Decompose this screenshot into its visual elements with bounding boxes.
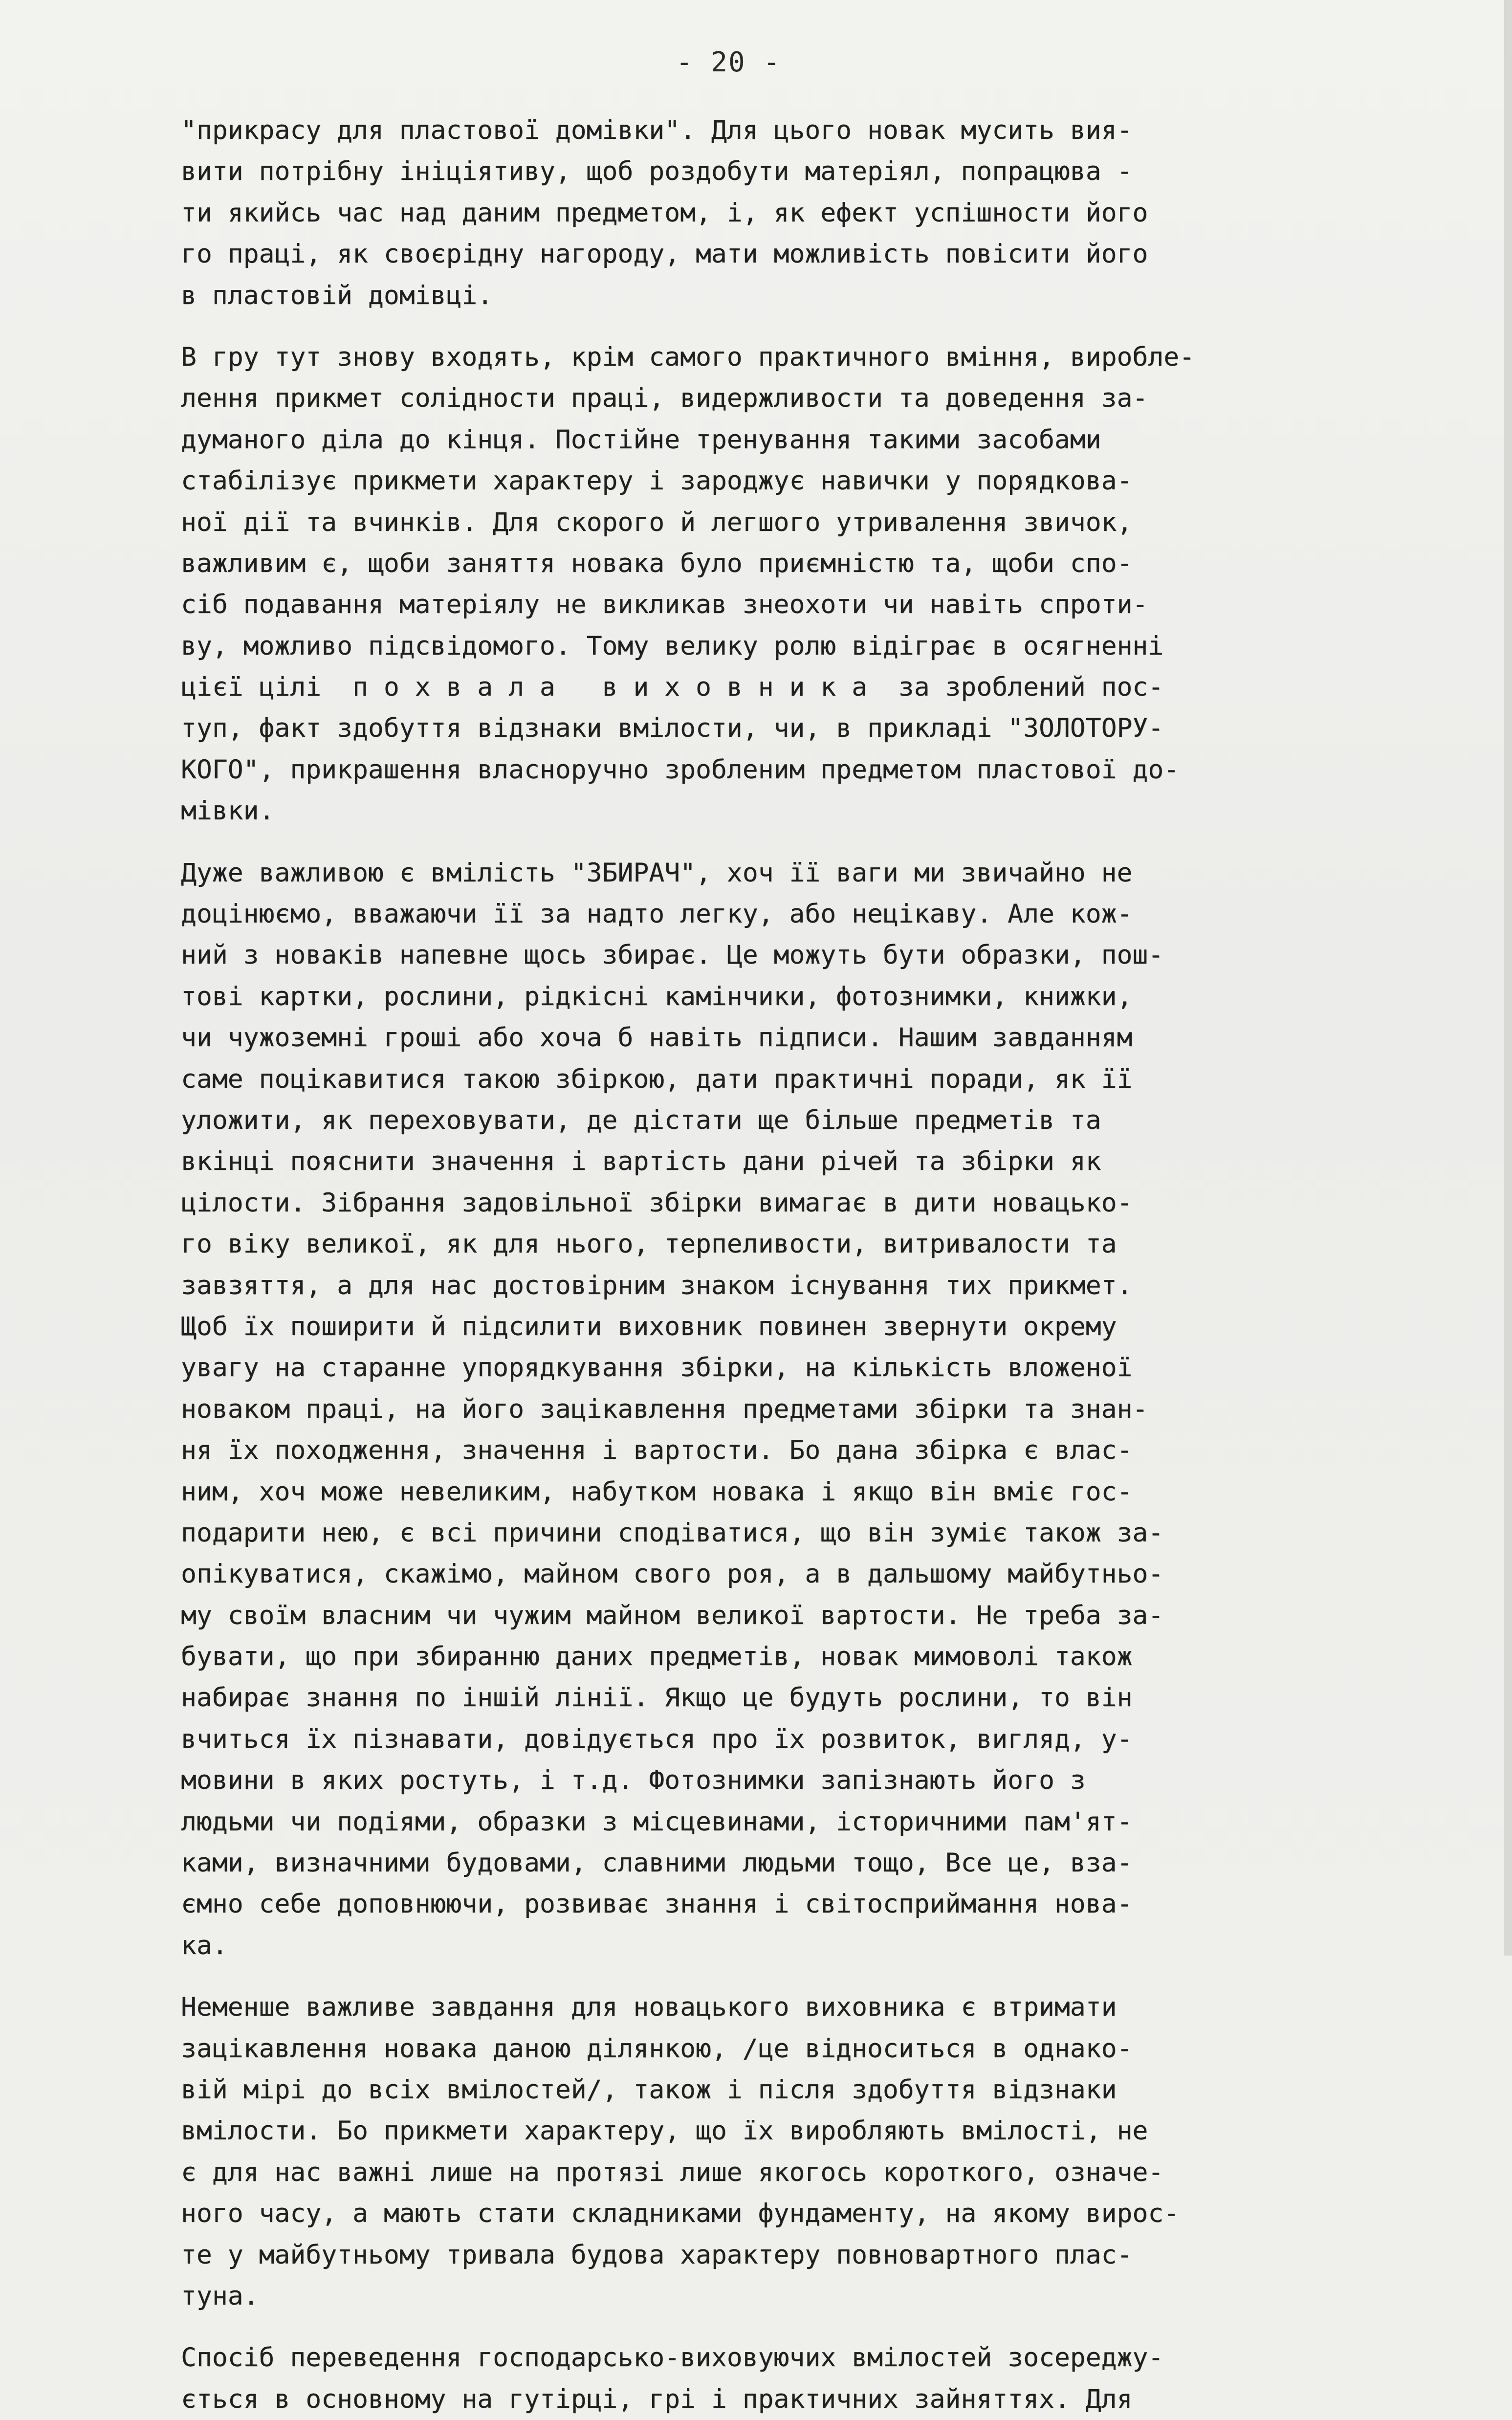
page-edge-shadow <box>1504 0 1512 1956</box>
paragraph <box>181 2337 1369 2420</box>
text-line: вити потрібну ініціятиву, щоб роздобути матеріял, попрацюва - <box>181 156 1133 187</box>
text-line: вмілости. Бо прикмети характеру, що їх виробляють вмілості, не <box>181 2116 1148 2146</box>
text-line: ка. <box>181 1930 228 1960</box>
document-body <box>181 110 1369 2420</box>
text-line: стабілізує прикмети характеру і зароджує навички у порядкова- <box>181 466 1133 496</box>
text-line: саме поцікавитися такою збіркою, дати практичні поради, як її <box>181 1064 1133 1094</box>
text-line: в пластовій домівці. <box>181 280 493 310</box>
text-line: важливим є, щоби заняття новака було приємністю та, щоби спо- <box>181 548 1133 578</box>
text-line: ву, можливо підсвідомого. Тому велику ролю відіграє в осягненні <box>181 631 1164 661</box>
text-line: сіб подавання матеріялу не викликав знеохоти чи навіть спроти- <box>181 590 1148 620</box>
paragraph-gap <box>181 832 1369 853</box>
text-line: му своїм власним чи чужим майном великої вартости. Не треба за- <box>181 1600 1164 1630</box>
text-line: те у майбутньому тривала будова характеру повновартного плас- <box>181 2240 1133 2270</box>
text-line: доцінюємо, вважаючи її за надто легку, або нецікаву. Але кож- <box>181 899 1133 929</box>
text-line: людьми чи подіями, образки з місцевинами, історичними пам'ят- <box>181 1806 1133 1837</box>
text-line: думаного діла до кінця. Постійне тренування такими засобами <box>181 424 1101 455</box>
text-line: вкінці пояснити значення і вартість дани річей та збірки як <box>181 1146 1101 1177</box>
text-line: цілости. Зібрання задовільної збірки вимагає в дити новацько- <box>181 1188 1133 1218</box>
text-line: Спосіб переведення господарсько-виховуючих вмілостей зосереджу- <box>181 2343 1164 2373</box>
text-line: ня їх походження, значення і вартости. Бо дана збірка є влас- <box>181 1435 1133 1466</box>
text-line: опікуватися, скажімо, майном свого роя, а в дальшому майбутньо- <box>181 1559 1164 1589</box>
text-line: завзяття, а для нас достовірним знаком існування тих прикмет. <box>181 1270 1133 1300</box>
text-line: "прикрасу для пластової домівки". Для цього новак мусить вия- <box>181 115 1133 145</box>
text-line: Щоб їх поширити й підсилити виховник повинен звернути окрему <box>181 1311 1117 1342</box>
text-line: ний з новаків напевне щось збирає. Це можуть бути образки, пош- <box>181 940 1164 970</box>
paragraph <box>181 853 1369 1967</box>
text-line: ного часу, а мають стати складниками фундаменту, на якому вирос- <box>181 2199 1180 2229</box>
text-line: В гру тут знову входять, крім самого практичного вміння, виробле- <box>181 342 1195 372</box>
text-line: Дуже важливою є вмілість "ЗБИРАЧ", хоч її ваги ми звичайно не <box>181 858 1133 888</box>
text-line: мівки. <box>181 796 275 826</box>
page-number: - 20 - <box>676 46 781 78</box>
text-line: лення прикмет солідности праці, видержливости та доведення за- <box>181 383 1148 414</box>
text-line: ємно себе доповнюючи, розвиває знання і світосприймання нова- <box>181 1889 1133 1919</box>
text-line: подарити нею, є всі причини сподіватися, що він зуміє також за- <box>181 1518 1164 1548</box>
text-line: уложити, як переховувати, де дістати ще більше предметів та <box>181 1105 1101 1135</box>
text-line: бувати, що при збиранню даних предметів, новак мимоволі також <box>181 1642 1133 1672</box>
text-line: цієї цілі п о х в а л а в и х о в н и к а за зроблений пос- <box>181 672 1164 703</box>
text-line: тові картки, рослини, рідкісні камінчики, фотознимки, книжки, <box>181 981 1133 1012</box>
text-line: го праці, як своєрідну нагороду, мати можливість повісити його <box>181 239 1148 269</box>
text-line: го віку великої, як для нього, терпеливости, витривалости та <box>181 1229 1117 1259</box>
text-line: ється в основному на гутірці, грі і практичних зайняттях. Для <box>181 2384 1133 2414</box>
text-line: чи чужоземні гроші або хоча б навіть підписи. Нашим завданням <box>181 1023 1133 1053</box>
text-line: туп, факт здобуття відзнаки вмілости, чи, в прикладі "ЗОЛОТОРУ- <box>181 713 1164 744</box>
text-line: ної дії та вчинків. Для скорого й легшого утривалення звичок, <box>181 507 1133 537</box>
text-line: КОГО", прикрашення власноручно зробленим предметом пластової до- <box>181 754 1180 785</box>
paragraph <box>181 337 1369 832</box>
paragraph-gap <box>181 2317 1369 2337</box>
paragraph <box>181 110 1369 316</box>
text-line: ками, визначними будовами, славними людьми тощо, Все це, вза- <box>181 1848 1133 1878</box>
paragraph <box>181 1987 1369 2317</box>
text-line: є для нас важні лише на протязі лише якогось короткого, означе- <box>181 2157 1164 2187</box>
paragraph-gap <box>181 1966 1369 1987</box>
text-line: ним, хоч може невеликим, набутком новака і якщо він вміє гос- <box>181 1476 1133 1507</box>
text-line: набирає знання по іншій лінії. Якщо це будуть рослини, то він <box>181 1683 1133 1713</box>
text-line: зацікавлення новака даною ділянкою, /це відноситься в однако- <box>181 2033 1133 2064</box>
text-line: вчиться їх пізнавати, довідується про їх розвиток, вигляд, у- <box>181 1724 1133 1754</box>
text-line: увагу на старанне упорядкування збірки, на кількість вложеної <box>181 1353 1133 1383</box>
text-line: Неменше важливе завдання для новацького виховника є втримати <box>181 1992 1117 2023</box>
text-line: туна. <box>181 2281 259 2311</box>
paragraph-gap <box>181 316 1369 337</box>
text-line: мовини в яких ростуть, і т.д. Фотознимки запізнають його з <box>181 1765 1086 1796</box>
text-line: новаком праці, на його зацікавлення предметами збірки та знан- <box>181 1394 1148 1424</box>
text-line: ти якийсь час над даним предметом, і, як ефект успішности його <box>181 198 1148 228</box>
text-line: вій мірі до всіх вмілостей/, також і після здобуття відзнаки <box>181 2074 1117 2105</box>
